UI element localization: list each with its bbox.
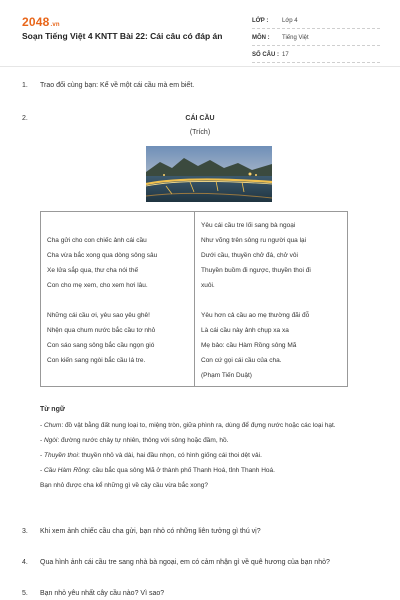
site-logo[interactable] [22,14,60,30]
glossary-item: - Thuyền thoi: thuyền nhỏ và dài, hai đầu nhọn, có hình giống cái thoi dệt vải. [40,452,262,460]
glossary-term: Cầu Hàm Rồng [43,467,89,475]
glossary-title: Từ ngữ [40,406,65,413]
poem-line: Dưới cầu, thuyền chở đá, chở vôi [201,252,298,259]
glossary-item: - Cầu Hàm Rồng: cầu bắc qua sông Mã ở thành phố Thanh Hoá, tỉnh Thanh Hoá. [40,467,275,475]
bridge-photo-icon [146,146,272,202]
page-header [0,0,400,66]
meta-row-count [252,48,380,63]
meta-key: SỐ CÂU : [252,51,279,58]
bridge-photo [146,146,272,202]
meta-row-subject [252,31,380,46]
glossary-term: Chum [43,422,62,430]
poem-line: Cha vừa bắc xong qua dòng sông sâu [47,252,158,259]
meta-row-class [252,14,380,29]
header-divider [0,66,400,67]
poem-line: Như võng trên sông ru người qua lại [201,237,307,244]
poem-line: Thuyền buồm đi ngược, thuyền thoi đi [201,267,311,274]
poem-line: Con sáo sang sông bắc cầu ngọn gió [47,342,155,349]
question-5 [22,589,164,598]
question-number: 3. [22,528,28,535]
question-text: Trao đổi cùng bạn: Kể về một cái cầu mà em biết. [40,82,195,89]
meta-value: Lớp 4 [282,17,298,24]
meta-value: Tiếng Việt [282,34,309,41]
glossary-term: Ngòi [43,437,58,445]
question-3 [22,527,261,536]
glossary-item: - Chum: đồ vật bằng đất nung loại to, miệng tròn, giữa phình ra, dùng để đựng nước hoặc các loại hạt. [40,422,336,430]
question-4 [22,558,330,567]
glossary [40,405,360,495]
glossary-prompt: Bạn nhỏ được cha kể những gì về cây cầu vừa bắc xong? [40,482,209,490]
question-number: 5. [22,590,28,597]
poem-line: Con cho mẹ xem, cho xem hơi lâu. [47,282,148,289]
meta-key: MÔN : [252,34,270,41]
poem-table [40,211,348,387]
glossary-definition: : cầu bắc qua sông Mã ở thành phố Thanh Hoá, tỉnh Thanh Hoá. [88,467,275,475]
poem-subtitle: (Trích) [189,129,211,136]
poem-line: Con cứ gọi cái cầu của cha. [201,357,282,364]
poem-line: Xe lửa sắp qua, thư cha nói thế [47,267,139,274]
question-text: Bạn nhỏ yêu nhất cây cầu nào? Vì sao? [40,590,165,597]
poem-author: (Phạm Tiến Duật) [201,372,252,379]
poem-line: xuôi. [201,282,215,289]
poem-line: Yêu cái cầu tre lối sang bà ngoại [201,222,296,229]
poem-column-left [41,212,194,386]
meta-value: 17 [282,51,289,58]
meta-info [252,14,380,65]
meta-key: LỚP : [252,17,269,24]
poem-line: Là cái cầu này ảnh chụp xa xa [201,327,289,334]
poem-line: Yêu hơn cả cầu ao mẹ thường đãi đỗ [201,312,310,319]
question-number: 4. [22,559,28,566]
poem-line: Mẹ bảo: cầu Hàm Rồng sông Mã [201,342,297,349]
logo-domain: .vn [50,22,60,28]
question-1 [22,81,194,90]
glossary-item: - Ngòi: đường nước chảy tự nhiên, thông với sông hoặc đầm, hồ. [40,437,229,445]
logo-main: 2048 [22,15,50,29]
question-text: Khi xem ảnh chiếc cầu cha gửi, bạn nhỏ có những liên tưởng gì thú vị? [40,528,261,535]
question-number: 1. [22,82,28,89]
glossary-definition: : đồ vật bằng đất nung loại to, miệng tròn, giữa phình ra, dùng để đựng nước hoặc các loại hạt. [61,422,336,430]
poem-line: Nhện qua chum nước bắc cầu tơ nhỏ [47,327,156,334]
glossary-definition: : thuyền nhỏ và dài, hai đầu nhọn, có hình giống cái thoi dệt vải. [77,452,262,460]
glossary-term: Thuyền thoi [43,452,78,460]
poem-line: Những cái cầu ơi, yêu sao yêu ghê! [47,312,150,319]
poem-column-right [194,212,347,386]
glossary-definition: : đường nước chảy tự nhiên, thông với sông hoặc đầm, hồ. [57,437,229,445]
poem-line: Cha gửi cho con chiếc ảnh cái cầu [47,237,147,244]
question-text: Qua hình ảnh cái cầu tre sang nhà bà ngoại, em có cảm nhận gì về quê hương của bạn nhỏ? [40,559,330,566]
question-number: 2. [22,115,28,122]
poem-title: CÁI CẦU [185,115,215,122]
page-title: Soạn Tiếng Việt 4 KNTT Bài 22: Cái câu có đáp án [22,31,223,41]
poem-line: Con kiến sang ngòi bắc cầu lá tre. [47,357,146,364]
